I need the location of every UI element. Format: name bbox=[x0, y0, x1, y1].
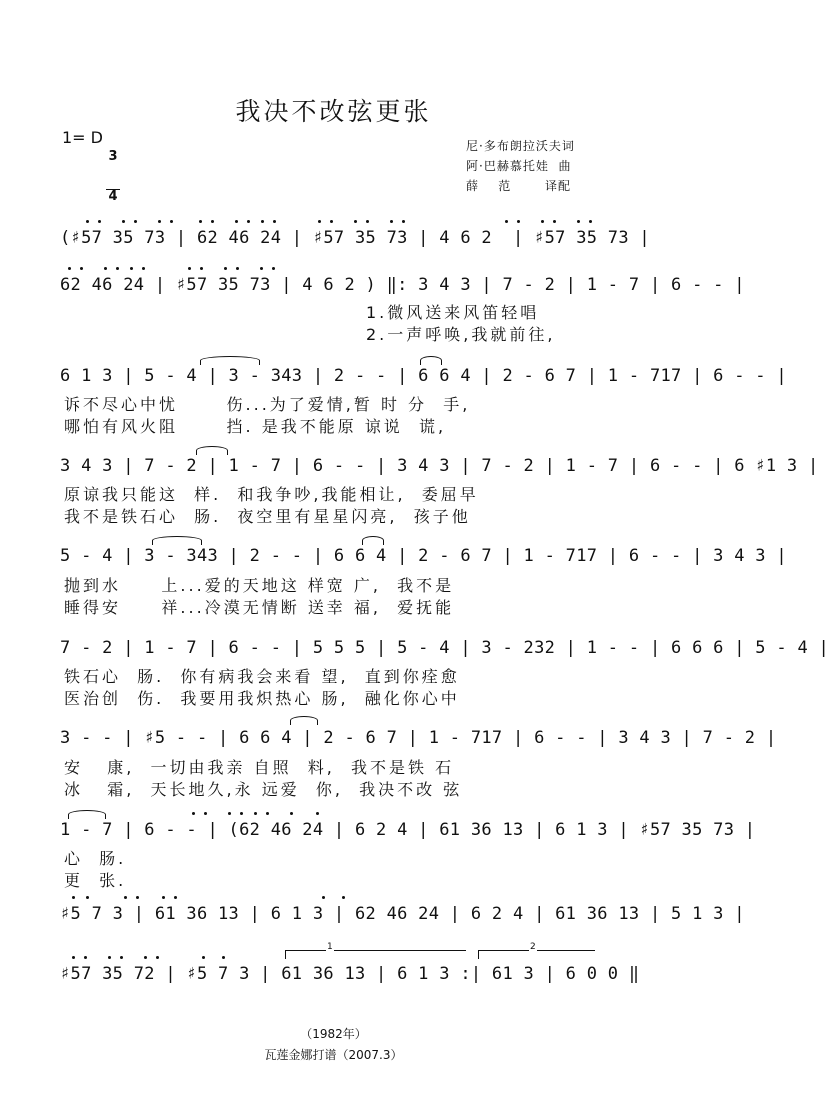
translator-credit: 薛 范 译配 bbox=[466, 179, 571, 193]
first-ending-number: 1 bbox=[327, 942, 333, 952]
lyric-line: 冰 霜, 天长地久,永 远爱 你, 我决不改 弦 bbox=[64, 780, 463, 799]
time-numerator: 3 bbox=[108, 149, 118, 164]
lyric-line: 我不是铁石心 肠. 夜空里有星星闪亮, 孩子他 bbox=[64, 507, 471, 526]
tie-mark bbox=[362, 536, 384, 545]
notation-line: ♯57 35 72 | ♯5 7 3 | 61 36 13 | 6 1 3 :| 61 3 | 6 0 0 ‖ bbox=[60, 964, 640, 984]
notation-line: 6 1 3 | 5 - 4 | 3 - 343 | 2 - - | 6 6 4 | 2 - 6 7 | 1 - 717 | 6 - - | bbox=[60, 366, 787, 386]
lyric-line: 原谅我只能这 样. 和我争吵,我能相让, 委屈早 bbox=[64, 485, 479, 504]
notation-line: (♯57 35 73 | 62 46 24 | ♯57 35 73 | 4 6 2 | ♯57 35 73 | bbox=[60, 228, 650, 248]
notation-line: 5 - 4 | 3 - 343 | 2 - - | 6 6 4 | 2 - 6 7 | 1 - 717 | 6 - - | 3 4 3 | bbox=[60, 546, 787, 566]
lyric-line: 1.微风送来风笛轻唱 bbox=[366, 303, 540, 322]
slur-mark bbox=[152, 536, 202, 545]
lyric-line: 安 康, 一切由我亲 自照 料, 我不是铁 石 bbox=[64, 758, 455, 777]
lyric-line: 哪怕有风火阻 挡. 是我不能原 谅说 谎, bbox=[64, 417, 447, 436]
time-signature bbox=[106, 124, 120, 216]
composer-credit: 阿·巴赫慕托娃 曲 bbox=[466, 159, 572, 173]
notation-line: 62 46 24 | ♯57 35 73 | 4 6 2 ) ‖: 3 4 3 | 7 - 2 | 1 - 7 | 6 - - | bbox=[60, 275, 745, 295]
lyricist-credit: 尼·多布朗拉沃夫词 bbox=[466, 139, 575, 153]
lyric-line: 抛到水 上...爱的天地这 样宽 广, 我不是 bbox=[64, 576, 455, 595]
lyric-line: 诉不尽心中忧 伤...为了爱情,暂 时 分 手, bbox=[64, 395, 471, 414]
lyric-line: 睡得安 祥...冷漠无情断 送幸 福, 爱抚能 bbox=[64, 598, 455, 617]
notation-line: ♯5 7 3 | 61 36 13 | 6 1 3 | 62 46 24 | 6 2 4 | 61 36 13 | 5 1 3 | bbox=[60, 904, 745, 924]
lyric-line: 心 肠. bbox=[64, 849, 127, 868]
key-signature: 1= D bbox=[62, 128, 103, 147]
notation-line: 3 4 3 | 7 - 2 | 1 - 7 | 6 - - | 3 4 3 | 7 - 2 | 1 - 7 | 6 - - | 6 ♯1 3 | bbox=[60, 456, 819, 476]
tie-mark bbox=[68, 810, 106, 819]
lyric-line: 医治创 伤. 我要用我炽热心 肠, 融化你心中 bbox=[64, 689, 460, 708]
year-note: （1982年） bbox=[300, 1027, 367, 1041]
lyric-line: 更 张. bbox=[64, 871, 127, 890]
slur-mark bbox=[200, 356, 260, 365]
notation-line: 7 - 2 | 1 - 7 | 6 - - | 5 5 5 | 5 - 4 | 3 - 232 | 1 - - | 6 6 6 | 5 - 4 | bbox=[60, 638, 829, 658]
second-ending-number: 2 bbox=[530, 942, 536, 952]
first-ending-bracket bbox=[285, 942, 466, 959]
song-title: 我决不改弦更张 bbox=[235, 97, 432, 126]
lyric-line: 铁石心 肠. 你有病我会来看 望, 直到你痊愈 bbox=[64, 667, 460, 686]
second-ending-bracket bbox=[478, 942, 595, 959]
notation-line: 1 - 7 | 6 - - | (62 46 24 | 6 2 4 | 61 36 13 | 6 1 3 | ♯57 35 73 | bbox=[60, 820, 756, 840]
notation-line: 3 - - | ♯5 - - | 6 6 4 | 2 - 6 7 | 1 - 717 | 6 - - | 3 4 3 | 7 - 2 | bbox=[60, 728, 777, 748]
typist-note: 瓦莲金娜打谱（2007.3） bbox=[264, 1048, 403, 1062]
time-denominator: 4 bbox=[106, 189, 120, 203]
tie-mark bbox=[420, 356, 442, 365]
lyric-line: 2.一声呼唤,我就前往, bbox=[366, 325, 556, 344]
tie-mark bbox=[196, 446, 228, 455]
tie-mark bbox=[290, 716, 318, 725]
